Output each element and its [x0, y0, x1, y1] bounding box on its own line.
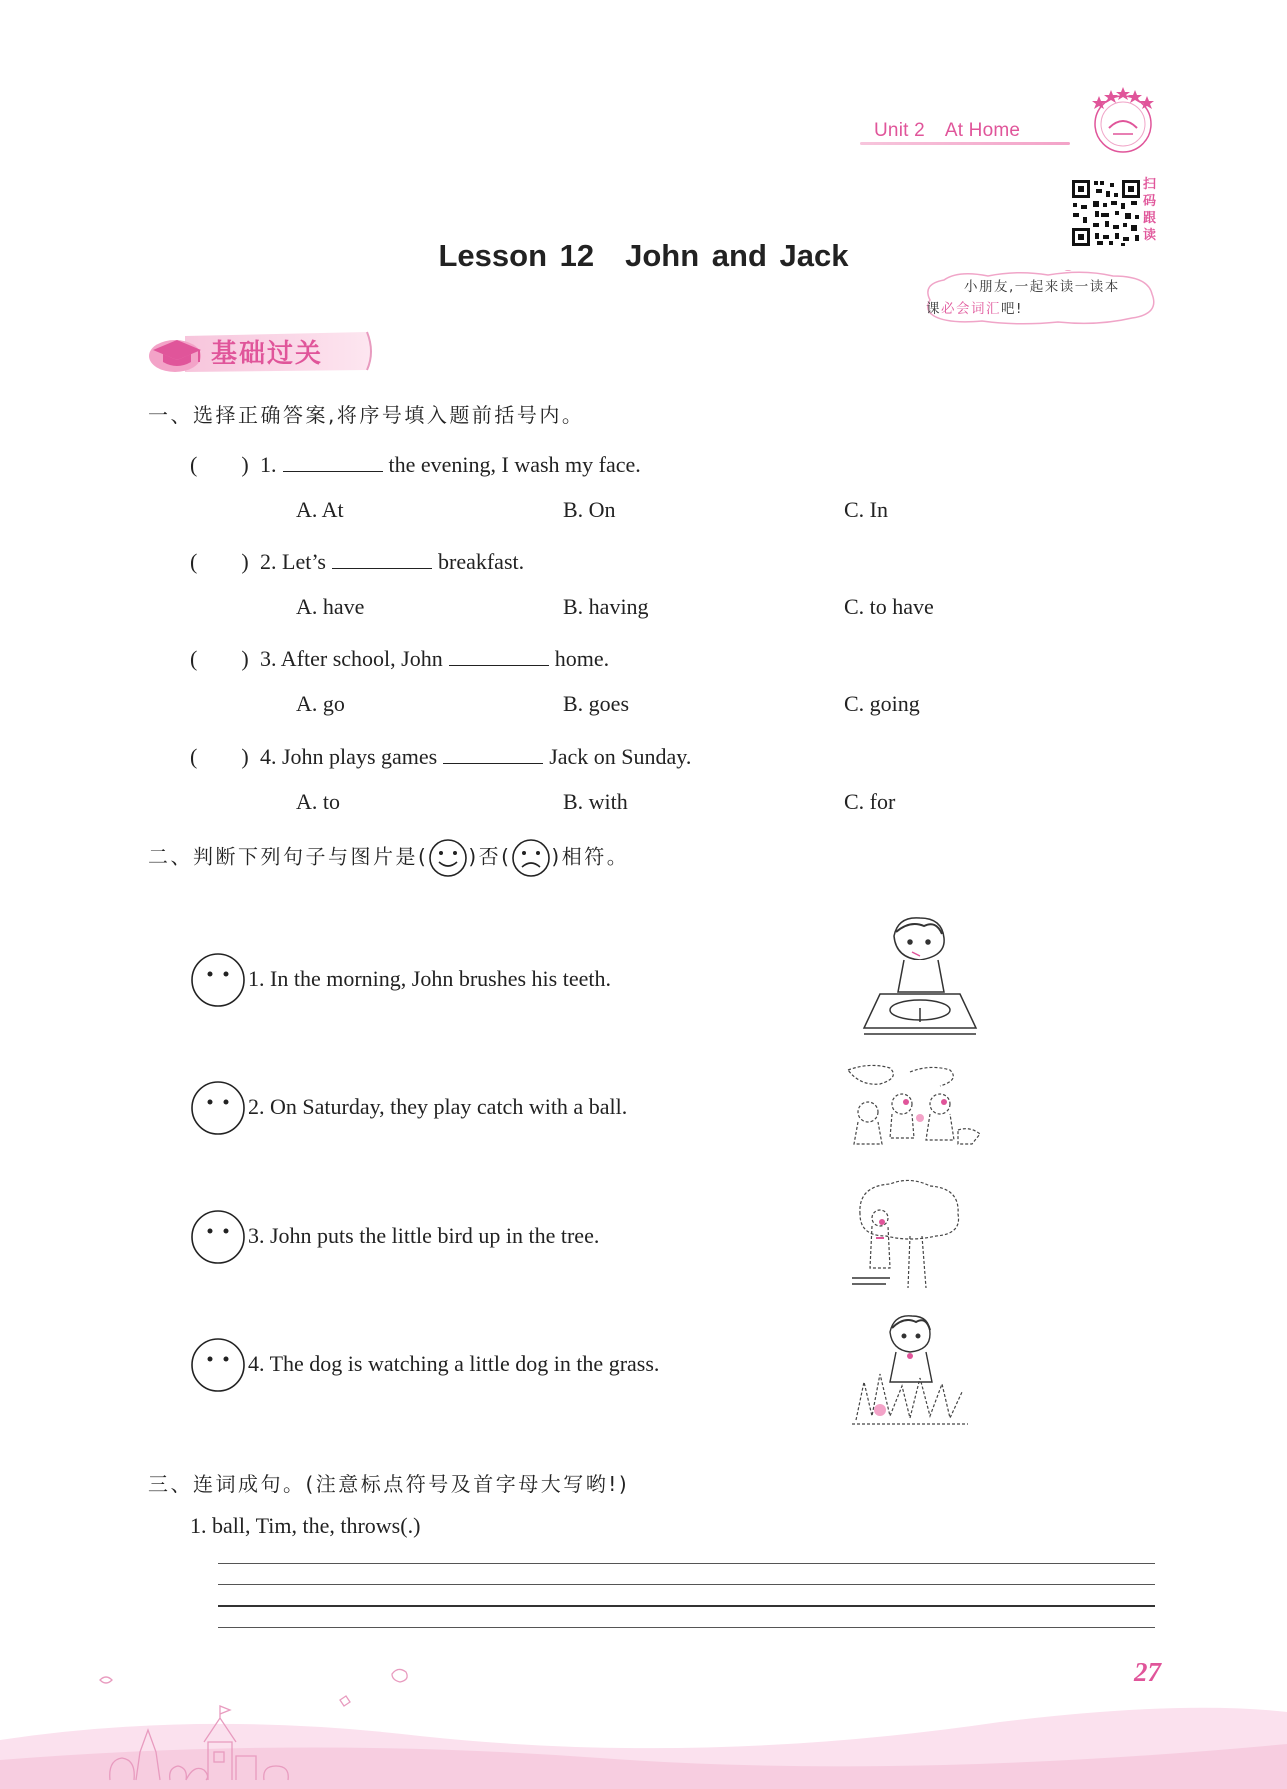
writing-line[interactable]	[218, 1584, 1155, 1585]
q2-option-a: A. have	[296, 594, 365, 619]
cloud-line-1: 小朋友,一起来读一读本	[964, 279, 1120, 295]
part1-heading: 一、选择正确答案,将序号填入题前括号内。	[148, 403, 585, 427]
cloud-line-2: 课必会词汇吧!	[926, 301, 1023, 317]
sentence-1-words: 1. ball, Tim, the, throws(.)	[190, 1513, 421, 1538]
section-badge-label: 基础过关	[211, 339, 324, 369]
blank-face-answer-icon[interactable]	[190, 1080, 246, 1136]
lesson-title: Lesson 12 John and Jack	[438, 238, 849, 273]
footer-decoration-castle-icon	[0, 1640, 1287, 1789]
writing-line[interactable]	[218, 1627, 1155, 1628]
judgment-text: 4. The dog is watching a little dog in the grass.	[248, 1351, 660, 1376]
star-badge-logo-icon	[1085, 84, 1161, 156]
question-3: ( ) 3. After school, John home.	[190, 646, 610, 671]
question-4: ( ) 4. John plays games Jack on Sunday.	[190, 744, 692, 769]
answer-blank[interactable]	[449, 648, 549, 666]
boy-in-grass-picture	[850, 1312, 970, 1432]
part2-heading: 二、判断下列句子与图片是( )否( )相符。	[148, 838, 629, 878]
writing-line[interactable]	[218, 1563, 1155, 1564]
smiley-face-icon	[428, 838, 468, 878]
writing-line[interactable]	[218, 1605, 1155, 1607]
q2-option-c: C. to have	[844, 594, 934, 619]
q3-option-b: B. goes	[563, 691, 629, 716]
cloud-highlight: 必会词汇	[941, 301, 1001, 317]
unit-underline	[860, 142, 1070, 145]
q2-option-b: B. having	[563, 594, 649, 619]
part3-heading: 三、连词成句。(注意标点符号及首字母大写哟!)	[148, 1472, 630, 1496]
qr-label: 扫 码 跟 读	[1143, 177, 1157, 243]
sad-face-icon	[511, 838, 551, 878]
cloud-message	[926, 276, 1154, 320]
q3-option-c: C. going	[844, 691, 920, 716]
blank-face-answer-icon[interactable]	[190, 952, 246, 1008]
boy-brushing-teeth-picture	[850, 912, 980, 1040]
q1-option-c: C. In	[844, 497, 888, 522]
question-1: ( ) 1. the evening, I wash my face.	[190, 452, 641, 477]
unit-number: Unit 2	[874, 120, 925, 141]
blank-face-answer-icon[interactable]	[190, 1209, 246, 1265]
unit-topic: At Home	[944, 120, 1021, 141]
judgment-text: 1. In the morning, John brushes his teeth.	[248, 966, 611, 991]
answer-blank[interactable]	[332, 551, 432, 569]
blank-face-answer-icon[interactable]	[190, 1337, 246, 1393]
q4-option-c: C. for	[844, 789, 896, 814]
bird-in-tree-picture	[850, 1178, 970, 1298]
q4-option-a: A. to	[296, 789, 340, 814]
q4-option-b: B. with	[563, 789, 628, 814]
answer-blank[interactable]	[443, 746, 543, 764]
q1-option-b: B. On	[563, 497, 616, 522]
page-number: 27	[1134, 1657, 1161, 1687]
q1-option-a: A. At	[296, 497, 344, 522]
kids-playing-catch-picture	[840, 1060, 985, 1150]
q3-option-a: A. go	[296, 691, 345, 716]
judgment-text: 3. John puts the little bird up in the tree.	[248, 1223, 600, 1248]
unit-label	[874, 120, 1040, 142]
question-2: ( ) 2. Let’s breakfast.	[190, 549, 525, 574]
answer-blank[interactable]	[283, 454, 383, 472]
judgment-text: 2. On Saturday, they play catch with a ball.	[248, 1094, 628, 1119]
